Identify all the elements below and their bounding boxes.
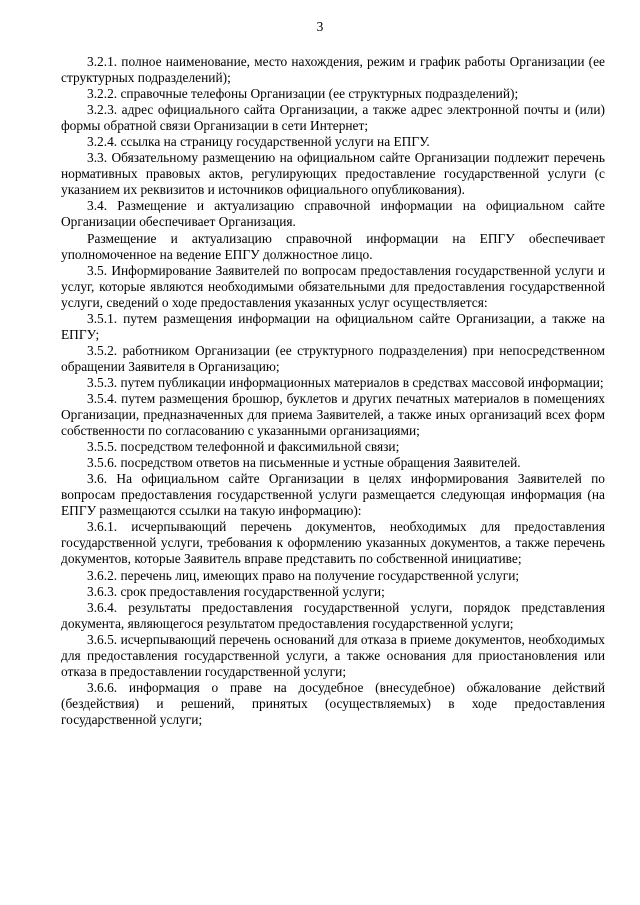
paragraph: 3.2.1. полное наименование, место нахождения, режим и график работы Организации (ее структурных подразделений); (61, 54, 605, 86)
paragraph: 3.5.3. путем публикации информационных материалов в средствах массовой информации; (87, 374, 604, 390)
paragraph: 3.5.4. путем размещения брошюр, буклетов и других печатных материалов в помещениях Организации, предназначенных для приема Заявителей, а также иных организаций всех форм собственности по согласованию с указанными организациями; (61, 390, 605, 439)
paragraph: 3.6.2. перечень лиц, имеющих право на получение государственной услуги; (87, 567, 520, 583)
paragraph: 3.5.1. путем размещения информации на официальном сайте Организации, а также на ЕПГУ; (61, 310, 605, 342)
paragraph: 3.6. На официальном сайте Организации в целях информирования Заявителей по вопросам предоставления государственной услуги размещается следующая информация (на ЕПГУ размещаются ссылки на такую информацию): (61, 471, 605, 519)
paragraph: 3.6.6. информация о праве на досудебное (внесудебное) обжалование действий (бездействия) и решений, принятых (осуществляемых) в ходе предоставления государственной услуги; (61, 679, 605, 727)
paragraph: 3.2.2. справочные телефоны Организации (ее структурных подразделений); (87, 86, 519, 102)
paragraph: 3.2.4. ссылка на страницу государственной услуги на ЕПГУ. (87, 134, 430, 150)
paragraph: 3.6.4. результаты предоставления государственной услуги, порядок представления документа, являющегося результатом предоставления государственной услуги; (61, 599, 605, 631)
paragraph: 3.2.3. адрес официального сайта Организации, а также адрес электронной почты и (или) формы обратной связи Организации в сети Интернет; (61, 102, 605, 134)
page-number: 3 (316, 19, 324, 34)
paragraph: 3.6.1. исчерпывающий перечень документов, необходимых для предоставления государственной услуги, требования к оформлению указанных документов, а также перечень документов, которые Заявитель вправе представить по собственной инициативе; (61, 519, 605, 567)
paragraph: 3.6.5. исчерпывающий перечень оснований для отказа в приеме документов, необходимых для предоставления государственной услуги, а также основания для приостановления или отказа в предоставлении государственной услуги; (61, 631, 605, 679)
paragraph: 3.5.5. посредством телефонной и факсимильной связи; (87, 439, 400, 455)
paragraph: 3.5.6. посредством ответов на письменные и устные обращения Заявителей. (87, 455, 521, 471)
paragraph: 3.5.2. работником Организации (ее структурного подразделения) при непосредственном обращении Заявителя в Организацию; (61, 342, 605, 374)
document-body (61, 54, 605, 728)
paragraph: 3.5. Информирование Заявителей по вопросам предоставления государственной услуги и услуг, которые являются необходимыми обязательными для предоставления государственной услуги, сведений о ходе предоставления указанных услуг осуществляется: (61, 262, 605, 310)
paragraph: 3.4. Размещение и актуализацию справочной информации на официальном сайте Организации обеспечивает Организация. (61, 198, 605, 230)
paragraph: 3.6.3. срок предоставления государственной услуги; (87, 583, 385, 599)
paragraph: 3.3. Обязательному размещению на официальном сайте Организации подлежит перечень нормативных правовых актов, регулирующих предоставление государственной услуги (с указанием их реквизитов и источников официального опубликования). (61, 150, 605, 198)
paragraph: Размещение и актуализацию справочной информации на ЕПГУ обеспечивает уполномоченное на ведение ЕПГУ должностное лицо. (61, 230, 605, 262)
